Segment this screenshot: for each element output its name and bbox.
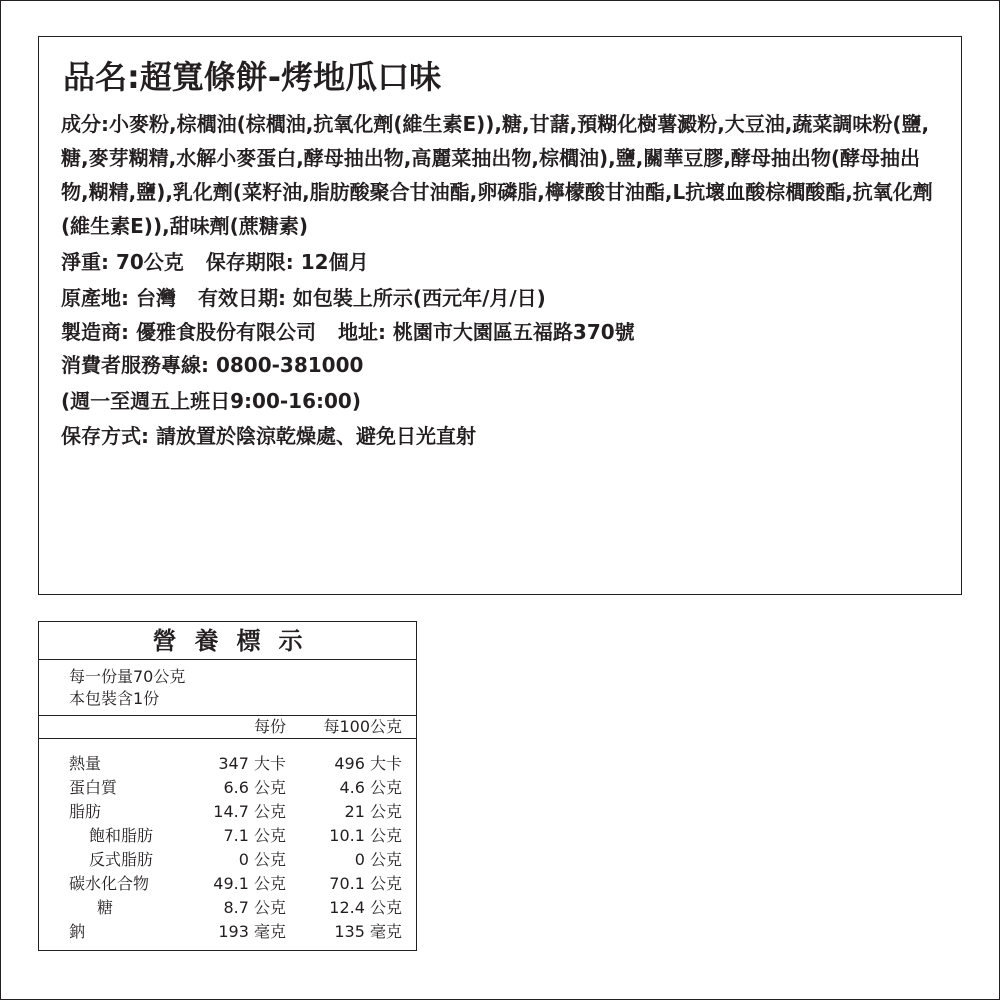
per-serving-value: 7.1 公克 xyxy=(223,826,286,845)
serving-size: 每一份量70公克 xyxy=(69,667,186,686)
nutrient-label: 飽和脂肪 xyxy=(89,826,154,845)
nutrient-label: 糖 xyxy=(97,898,114,917)
per-100g-value: 135 毫克 xyxy=(334,922,402,941)
nutrient-label: 脂肪 xyxy=(69,802,102,821)
nutrition-facts-box xyxy=(38,621,417,951)
frame-top-line xyxy=(0,0,1000,1)
net-weight-line xyxy=(61,247,941,277)
nutrient-label: 反式脂肪 xyxy=(89,850,154,869)
frame-left-line xyxy=(0,0,1,1000)
nutrition-row-carbohydrate xyxy=(39,872,416,896)
per-100g-value: 10.1 公克 xyxy=(329,826,402,845)
shelf-life: 保存期限: 12個月 xyxy=(205,250,369,274)
per-100g-value: 496 大卡 xyxy=(334,754,402,773)
header-divider xyxy=(39,738,416,739)
origin: 原產地: 台灣 xyxy=(61,286,176,310)
net-weight: 淨重: 70公克 xyxy=(61,250,184,274)
nutrition-row-sugar xyxy=(39,896,416,920)
manufacturer-line xyxy=(61,317,941,347)
hotline-line: 消費者服務專線: 0800-381000 xyxy=(61,353,364,377)
column-header-per-serving: 每份 xyxy=(253,717,286,736)
nutrition-row-trans-fat xyxy=(39,848,416,872)
nutrition-title: 營養標示 xyxy=(152,627,321,655)
per-100g-value: 4.6 公克 xyxy=(339,778,402,797)
nutrition-rows xyxy=(39,752,416,944)
per-100g-value: 0 公克 xyxy=(354,850,402,869)
nutrition-row-energy xyxy=(39,752,416,776)
ingredients-text: 成分:小麥粉,棕櫚油(棕櫚油,抗氧化劑(維生素E)),糖,甘藷,預糊化樹薯澱粉,大豆油,蔬菜調味粉(鹽,糖,麥芽糊精,水解小麥蛋白,酵母抽出物,高麗菜抽出物,棕櫚油),鹽,關華豆膠,酵母抽出物(酵母抽出物,糊精,鹽),乳化劑(菜籽油,脂肪酸聚合甘油酯,卵磷脂,檸檬酸甘油酯,L抗壞血酸棕櫚酸酯,抗氧化劑(維生素E)),甜味劑(蔗糖素) xyxy=(61,112,933,238)
product-info-box xyxy=(38,36,962,595)
manufacturer: 製造商: 優雅食股份有限公司 xyxy=(61,320,316,344)
address: 地址: 桃園市大園區五福路370號 xyxy=(337,320,635,344)
nutrient-label: 蛋白質 xyxy=(69,778,118,797)
per-100g-value: 70.1 公克 xyxy=(329,874,402,893)
servings-per-package: 本包裝含1份 xyxy=(69,689,160,708)
nutrient-label: 熱量 xyxy=(69,754,102,773)
per-100g-value: 21 公克 xyxy=(344,802,402,821)
per-serving-value: 49.1 公克 xyxy=(213,874,286,893)
nutrient-label: 碳水化合物 xyxy=(69,874,150,893)
per-100g-value: 12.4 公克 xyxy=(329,898,402,917)
nutrition-row-sodium xyxy=(39,920,416,944)
nutrient-label: 鈉 xyxy=(69,922,86,941)
per-serving-value: 193 毫克 xyxy=(218,922,286,941)
expiry: 有效日期: 如包裝上所示(西元年/月/日) xyxy=(197,286,546,310)
per-serving-value: 8.7 公克 xyxy=(223,898,286,917)
nutrition-row-saturated-fat xyxy=(39,824,416,848)
title-divider xyxy=(39,659,416,660)
origin-line xyxy=(61,283,941,313)
per-serving-value: 14.7 公克 xyxy=(213,802,286,821)
per-serving-value: 347 大卡 xyxy=(218,754,286,773)
storage-line: 保存方式: 請放置於陰涼乾燥處、避免日光直射 xyxy=(61,424,476,448)
column-header-per-100g: 每100公克 xyxy=(323,717,402,736)
per-serving-value: 0 公克 xyxy=(238,850,286,869)
nutrition-row-fat xyxy=(39,800,416,824)
nutrition-row-protein xyxy=(39,776,416,800)
product-title: 品名:超寬條餅-烤地瓜口味 xyxy=(63,58,442,96)
hours-line: (週一至週五上班日9:00-16:00) xyxy=(61,389,361,413)
per-serving-value: 6.6 公克 xyxy=(223,778,286,797)
